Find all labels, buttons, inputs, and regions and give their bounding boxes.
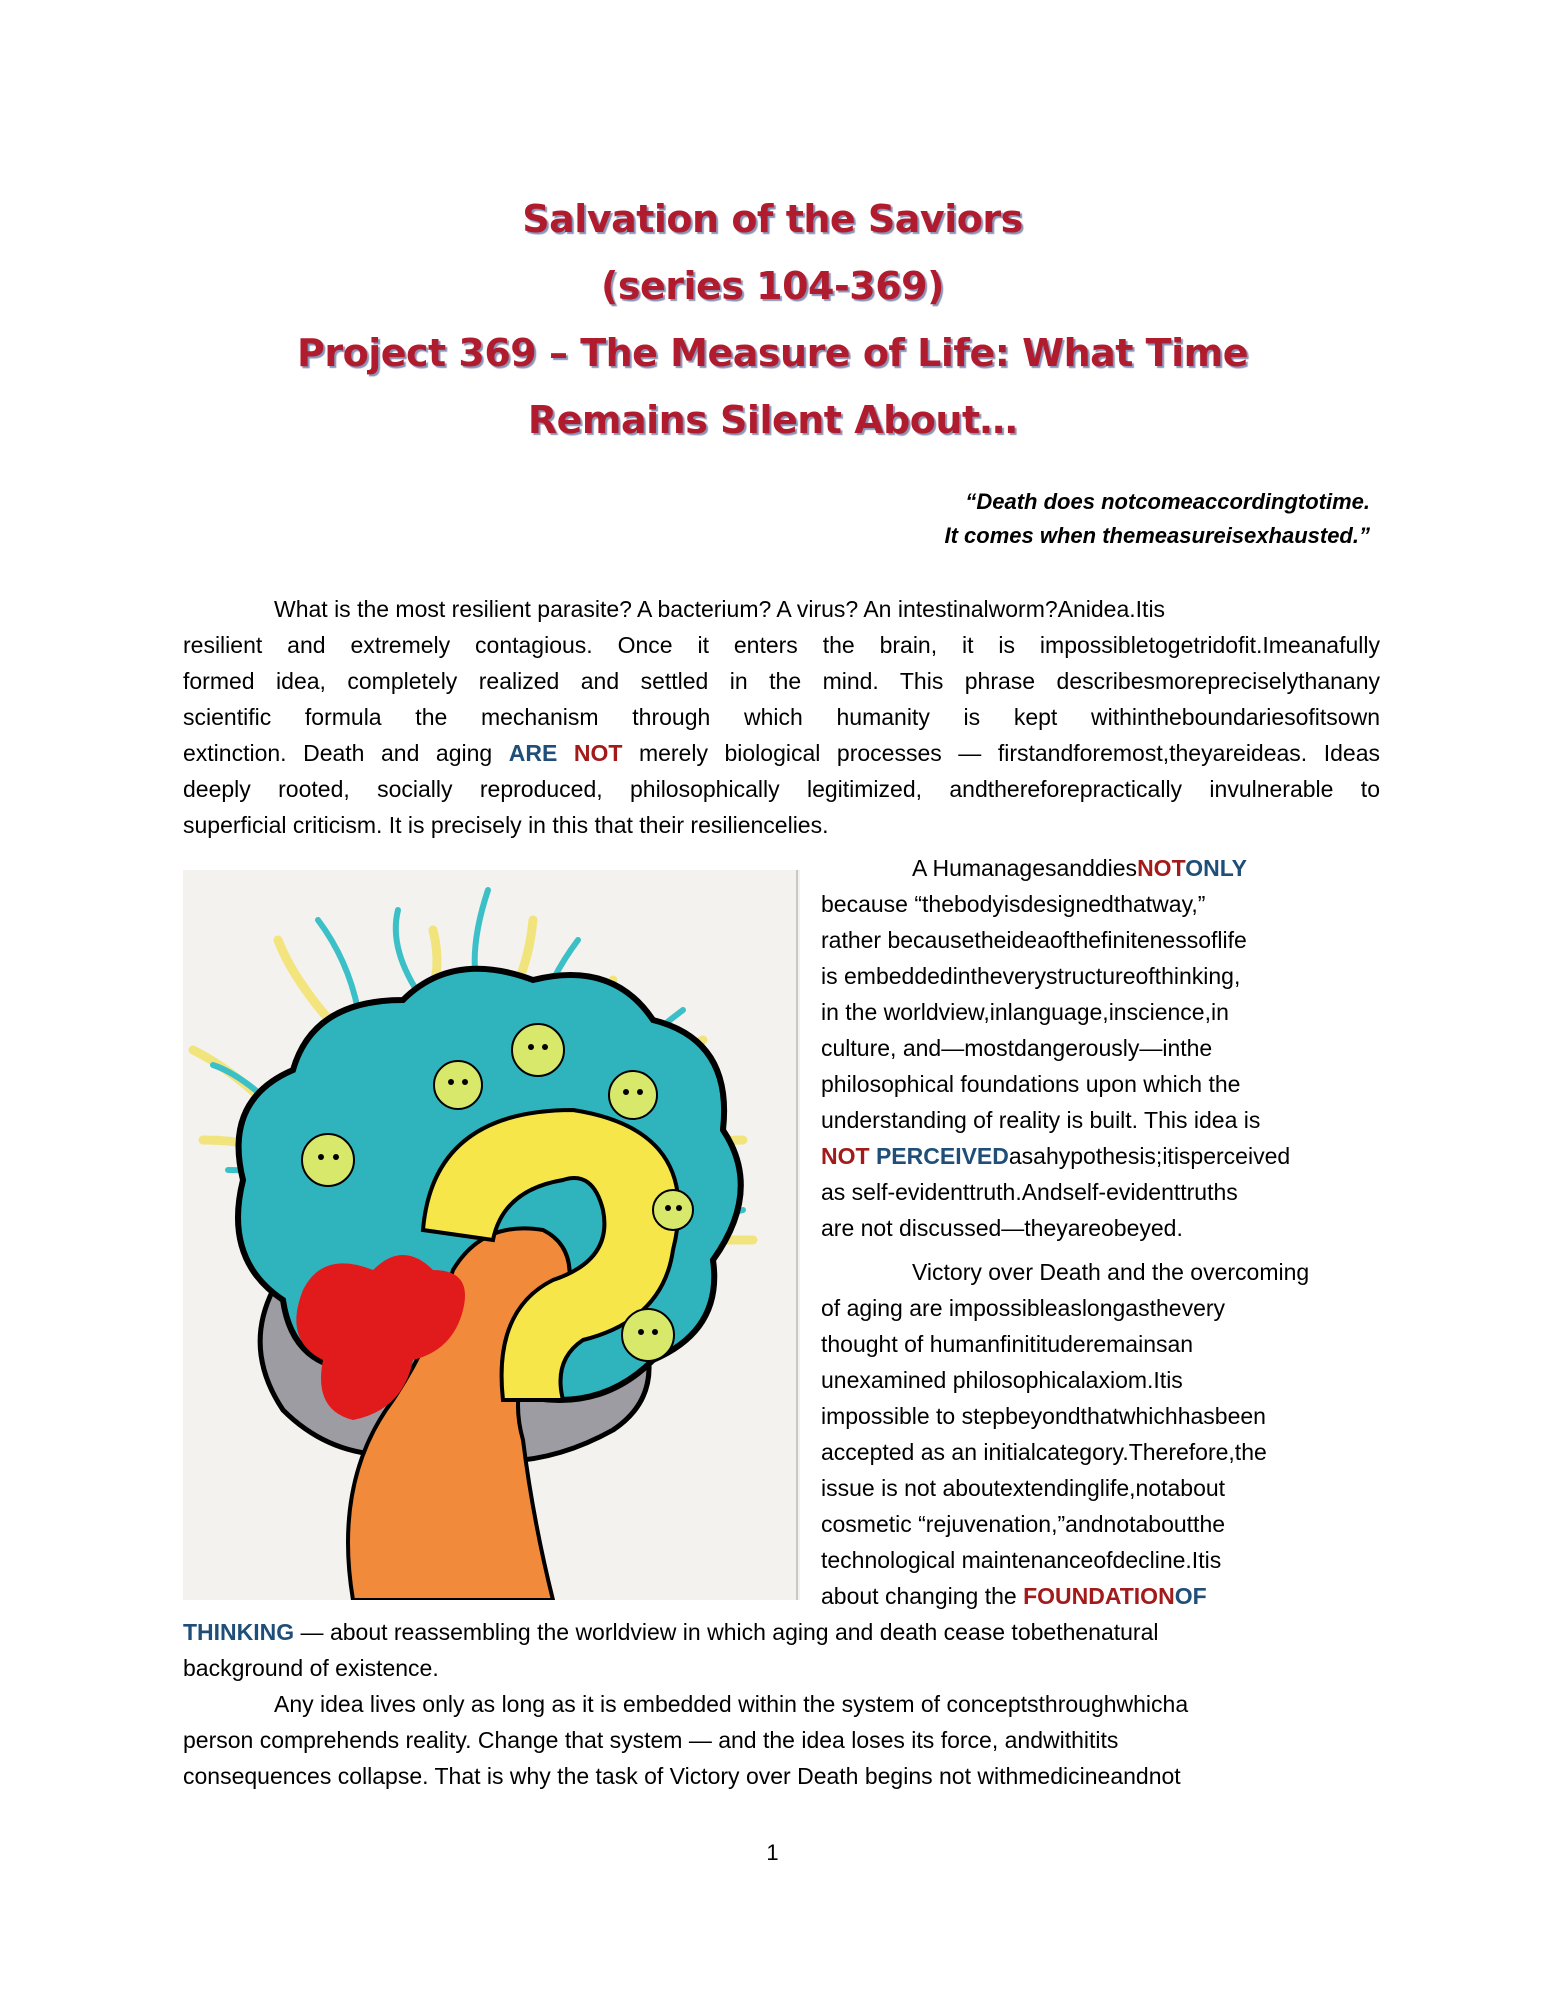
epigraph-line-1: “Death does notcomeaccordingtotime.	[965, 489, 1370, 514]
brain-question-mark-icon	[183, 870, 800, 1600]
intro-line: formed idea, completely realized and settled in the mind. This phrase describesmorepreciselythanany	[183, 668, 1380, 694]
column-line: technological maintenanceofdecline.Itis	[821, 1547, 1222, 1573]
intro-line: scientific formula the mechanism through which humanity is kept withintheboundariesofitsown	[183, 704, 1380, 730]
title-line-4: Remains Silent About…	[527, 398, 1018, 442]
column-line: understanding of reality is built. This idea is	[821, 1107, 1261, 1133]
column-line: accepted as an initialcategory.Therefore,the	[821, 1439, 1267, 1465]
intro-text: merely biological processes — firstandforemost,theyareideas. Ideas	[622, 740, 1380, 766]
intro-line: resilient and extremely contagious. Once it enters the brain, it is impossibletogetridofit.Imeanafully	[183, 632, 1380, 658]
tail-text-segment: — about reassembling the worldview in which aging and death cease tobethenatural	[294, 1619, 1159, 1645]
column-line: as self-evidenttruth.Andself-evidenttruths	[821, 1179, 1238, 1205]
emphasis-of: OF	[1174, 1583, 1207, 1609]
title-line-1: Salvation of the Saviors	[522, 197, 1023, 241]
tail-line: person comprehends reality. Change that system — and the idea loses its force, andwithitits	[183, 1727, 1119, 1753]
emphasis-not: NOT	[1137, 855, 1186, 881]
tail-line: consequences collapse. That is why the task of Victory over Death begins not withmedicineandnot	[183, 1763, 1181, 1789]
column-line: rather becausetheideaofthefinitenessoflife	[821, 927, 1247, 953]
column-line: issue is not aboutextendinglife,notabout	[821, 1475, 1226, 1501]
column-line: are not discussed—theyareobeyed.	[821, 1215, 1183, 1241]
column-line: thought of humanfinitituderemainsan	[821, 1331, 1194, 1357]
right-column-text	[821, 850, 1366, 1614]
intro-text: extinction. Death and aging	[183, 740, 509, 766]
epigraph	[945, 485, 1371, 553]
column-line	[821, 850, 1366, 886]
column-text: A Humanagesanddies	[912, 855, 1138, 881]
brain-illustration	[183, 870, 800, 1600]
column-line: cosmetic “rejuvenation,”andnotaboutthe	[821, 1511, 1226, 1537]
column-line: Victory over Death and the overcoming	[912, 1259, 1310, 1285]
intro-paragraph	[183, 591, 1380, 843]
intro-line	[183, 735, 1380, 771]
page-number: 1	[766, 1840, 779, 1865]
emphasis-not: NOT	[573, 740, 623, 766]
column-line: because “thebodyisdesignedthatway,”	[821, 891, 1206, 917]
title-line-2: (series 104-369)	[601, 264, 944, 308]
tail-line: Any idea lives only as long as it is embedded within the system of conceptsthroughwhicha	[274, 1691, 1189, 1717]
tail-line: background of existence.	[183, 1655, 439, 1681]
column-line: unexamined philosophicalaxiom.Itis	[821, 1367, 1183, 1393]
tail-text	[183, 1614, 1383, 1794]
epigraph-line-2: It comes when themeasureisexhausted.”	[944, 523, 1370, 548]
tail-line	[183, 1614, 1383, 1650]
emphasis-only: ONLY	[1185, 855, 1247, 881]
emphasis-perceived: PERCEIVED	[875, 1143, 1009, 1169]
column-text: asahypothesis;itisperceived	[1008, 1143, 1291, 1169]
title-line-3: Project 369 – The Measure of Life: What Time	[297, 331, 1248, 375]
column-line: philosophical foundations upon which the	[821, 1071, 1241, 1097]
column-line: culture, and—mostdangerously—inthe	[821, 1035, 1213, 1061]
page-title	[0, 186, 1545, 454]
column-line	[821, 1578, 1366, 1614]
column-line: in the worldview,inlanguage,inscience,in	[821, 999, 1229, 1025]
column-line: is embeddedintheverystructureofthinking,	[821, 963, 1241, 989]
column-line	[821, 1138, 1366, 1174]
emphasis-foundation: FOUNDATION	[1023, 1583, 1175, 1609]
column-line: impossible to stepbeyondthatwhichhasbeen	[821, 1403, 1266, 1429]
emphasis-thinking: THINKING	[183, 1619, 295, 1645]
column-text: about changing the	[821, 1583, 1024, 1609]
column-line: of aging are impossibleaslongasthevery	[821, 1295, 1226, 1321]
emphasis-are: ARE	[508, 740, 558, 766]
intro-line: What is the most resilient parasite? A bacterium? A virus? An intestinalworm?Anidea.Itis	[274, 596, 1166, 622]
intro-line: superficial criticism. It is precisely in this that their resiliencelies.	[183, 812, 829, 838]
intro-line: deeply rooted, socially reproduced, philosophically legitimized, andthereforepractically invulnerable to	[183, 776, 1380, 802]
emphasis-not: NOT	[821, 1143, 870, 1169]
